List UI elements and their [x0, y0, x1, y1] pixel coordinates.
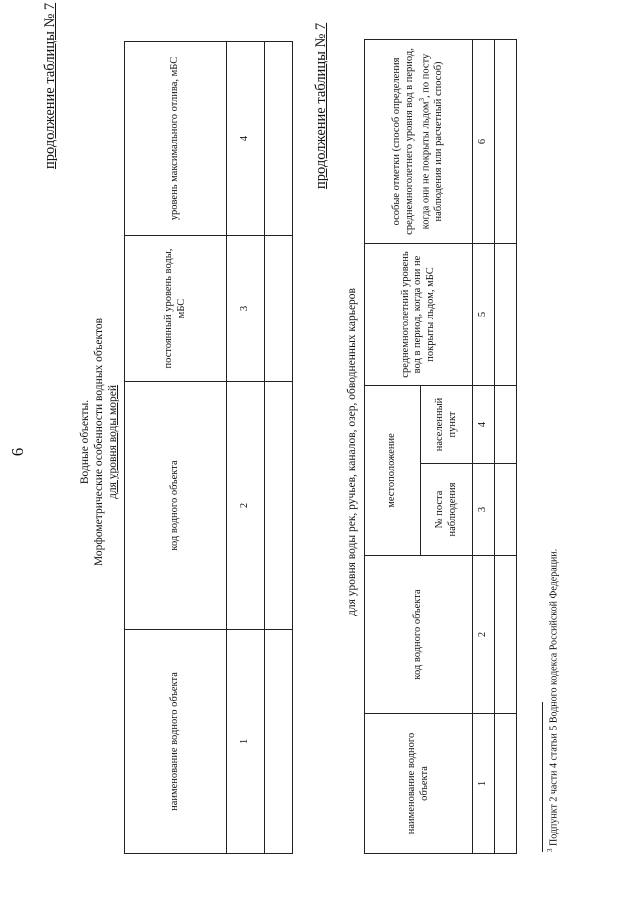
table1-title-line1: Водные объекты. [79, 399, 91, 485]
page-number: 6 [8, 447, 27, 457]
table2-title: для уровня воды рек, ручьев, каналов, озер, обводненных карьеров [346, 288, 358, 616]
table1-header-level: постоянный уровень воды, мБС [125, 236, 227, 382]
continuation-label-2: продолжение таблицы № 7 [313, 22, 329, 189]
table2-cell [495, 40, 517, 244]
table1-col-number: 1 [227, 630, 265, 854]
table2 [364, 39, 517, 854]
notes-text-b: , по посту наблюдения или расчетный способ) [420, 53, 445, 222]
footnote-separator [542, 702, 543, 852]
table1 [124, 41, 293, 854]
footnote-ref-3: 3 [418, 97, 427, 102]
table2-number-row [473, 40, 495, 854]
table1-data-row [265, 42, 293, 854]
continuation-label-1: продолжение таблицы № 7 [42, 2, 58, 169]
table2-cell [495, 464, 517, 556]
table1-cell [265, 382, 293, 630]
table2-header-row-1 [365, 40, 421, 854]
table1-col-number: 4 [227, 42, 265, 236]
table2-data-row [495, 40, 517, 854]
table1-header-name: наименование водного объекта [125, 630, 227, 854]
table1-title-line2: Морфометрические особенности водных объектов [93, 317, 105, 567]
table2-header-notes [365, 40, 473, 244]
table2-cell [495, 244, 517, 386]
table1-cell [265, 236, 293, 382]
table2-col-number: 5 [473, 244, 495, 386]
table2-header-mean-level: среднемноголетний уровень вод в период, когда они не покрыты льдом, мБС [365, 244, 473, 386]
table2-header-name: наименование водного объекта [365, 714, 473, 854]
table2-col-number: 1 [473, 714, 495, 854]
table1-col-number: 3 [227, 236, 265, 382]
table1-number-row [227, 42, 265, 854]
table1-header-row [125, 42, 227, 854]
notes-text-a: особые отметки (способ определения среднемноголетнего уровня вод в период, когда они не покрыты льдом [391, 48, 432, 235]
table2-header-code: код водного объекта [365, 556, 473, 714]
table2-cell [495, 386, 517, 464]
table1-col-number: 2 [227, 382, 265, 630]
table2-cell [495, 714, 517, 854]
table1-subtitle: для уровня воды морей [107, 385, 119, 500]
footnote-mark: 3 [546, 848, 554, 852]
table2-header-location: местоположение [365, 386, 421, 556]
table2-col-number: 3 [473, 464, 495, 556]
table1-cell [265, 42, 293, 236]
table2-col-number: 6 [473, 40, 495, 244]
table1-title [78, 182, 120, 702]
table2-header-settlement: населенный пункт [421, 386, 473, 464]
table1-header-code: код водного объекта [125, 382, 227, 630]
table2-col-number: 2 [473, 556, 495, 714]
table2-header-post: № поста наблюдения [421, 464, 473, 556]
table1-cell [265, 630, 293, 854]
table1-header-low-tide: уровень максимального отлива, мБС [125, 42, 227, 236]
table2-cell [495, 556, 517, 714]
footnote-text: Подпункт 2 части 4 статьи 5 Водного кодекса Российской Федерации. [548, 548, 560, 849]
footnote [546, 549, 559, 852]
table2-col-number: 4 [473, 386, 495, 464]
